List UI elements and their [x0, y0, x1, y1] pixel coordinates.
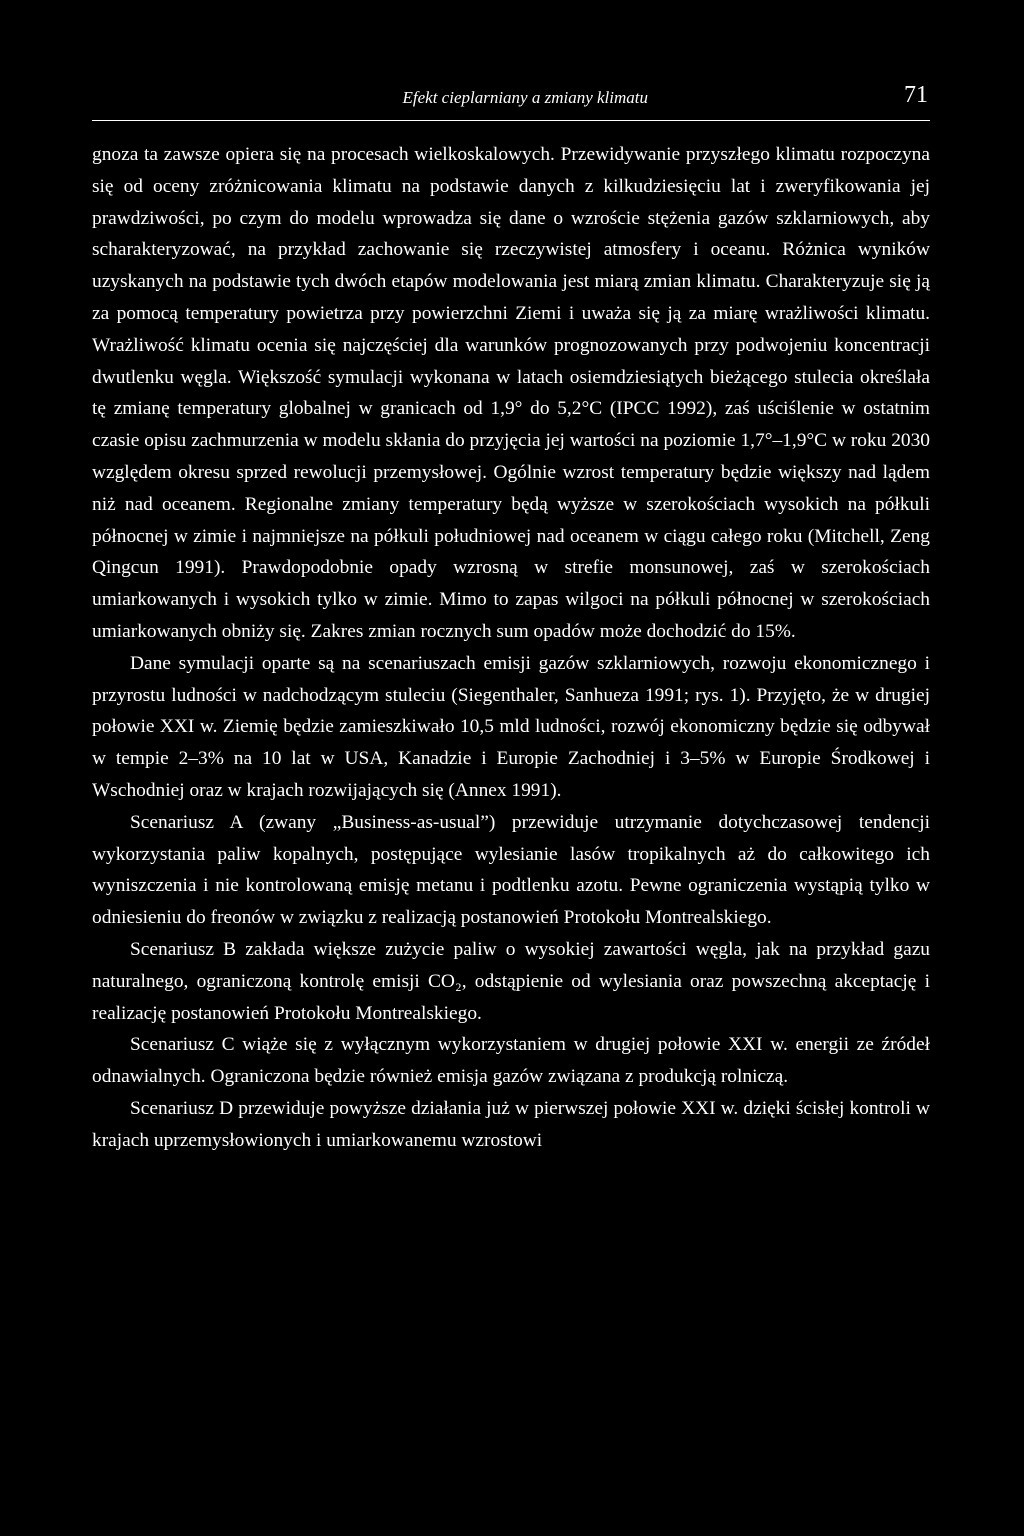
paragraph-scenario-a: Scenariusz A (zwany „Business-as-usual”) przewiduje utrzymanie dotychczasowej tendencji wykorzystania paliw kopalnych, postępujące wylesianie lasów tropikalnych aż do całkowitego ich wyniszczenia i nie kontrolowaną emisję metanu i podtlenku azotu. Pewne ograniczenia wystąpią tylko w odniesieniu do freonów w związku z realizacją postanowień Protokołu Montrealskiego.: [92, 811, 930, 929]
book-page: [92, 82, 930, 1157]
paragraph-continuation: gnoza ta zawsze opiera się na procesach wielkoskalowych. Przewidywanie przyszłego klimatu rozpoczyna się od oceny zróżnicowania klimatu na podstawie danych z kilkudziesięciu lat i zweryfikowania jej prawdziwości, po czym do modelu wprowadza się dane o wzroście stężenia gazów szklarniowych, aby scharakteryzować, na przykład zachowanie się rzeczywistej atmosfery i oceanu. Różnica wyników uzyskanych na podstawie tych dwóch etapów modelowania jest miarą zmian klimatu. Charakteryzuje się ją za pomocą temperatury powietrza przy powierzchni Ziemi i uważa się ją za miarę wrażliwości klimatu. Wrażliwość klimatu ocenia się najczęściej dla warunków prognozowanych przy podwojeniu koncentracji dwutlenku węgla. Większość symulacji wykonana w latach osiemdziesiątych bieżącego stulecia określała tę zmianę temperatury globalnej w granicach od 1,9° do 5,2°C (IPCC 1992), zaś uściślenie w ostatnim czasie opisu zachmurzenia w modelu skłania do przyjęcia jej wartości na poziomie 1,7°–1,9°C w roku 2030 względem okresu sprzed rewolucji przemysłowej. Ogólnie wzrost temperatury będzie większy nad lądem niż nad oceanem. Regionalne zmiany temperatury będą wyższe w szerokościach wysokich na półkuli północnej w zimie i najmniejsze na półkuli południowej nad oceanem w ciągu całego roku (Mitchell, Zeng Qingcun 1991). Prawdopodobnie opady wzrosną w strefie monsunowej, zaś w szerokościach umiarkowanych i wysokich tylko w zimie. Mimo to zapas wilgoci na półkuli północnej w szerokościach umiarkowanych obniży się. Zakres zmian rocznych sum opadów może dochodzić do 15%.: [92, 144, 930, 642]
paragraph-scenario-c: Scenariusz C wiąże się z wyłącznym wykorzystaniem w drugiej połowie XXI w. energii ze źródeł odnawialnych. Ograniczona będzie również emisja gazów związana z produkcją rolniczą.: [92, 1034, 930, 1088]
page-number: 71: [904, 82, 928, 108]
running-header: [92, 82, 930, 121]
paragraph-scenario-b: Scenariusz B zakłada większe zużycie paliw o wysokiej zawartości węgla, jak na przykład gazu naturalnego, ograniczoną kontrolę emisji CO₂, odstąpienie od wylesiania oraz powszechną akceptację i realizację postanowień Protokołu Montrealskiego.: [92, 938, 930, 1024]
paragraph-simulation-data: Dane symulacji oparte są na scenariuszach emisji gazów szklarniowych, rozwoju ekonomicznego i przyrostu ludności w nadchodzącym stuleciu (Siegenthaler, Sanhueza 1991; rys. 1). Przyjęto, że w drugiej połowie XXI w. Ziemię będzie zamieszkiwało 10,5 mld ludności, rozwój ekonomiczny będzie się odbywał w tempie 2–3% na 10 lat w USA, Kanadzie i Europie Zachodniej i 3–5% w Europie Środkowej i Wschodniej oraz w krajach rozwijających się (Annex 1991).: [92, 652, 930, 801]
body-text: [92, 139, 930, 1157]
paragraph-scenario-d: Scenariusz D przewiduje powyższe działania już w pierwszej połowie XXI w. dzięki ścisłej kontroli w krajach uprzemysłowionych i umiarkowanemu wzrostowi: [92, 1097, 930, 1151]
running-title: Efekt cieplarniany a zmiany klimatu: [402, 88, 648, 107]
